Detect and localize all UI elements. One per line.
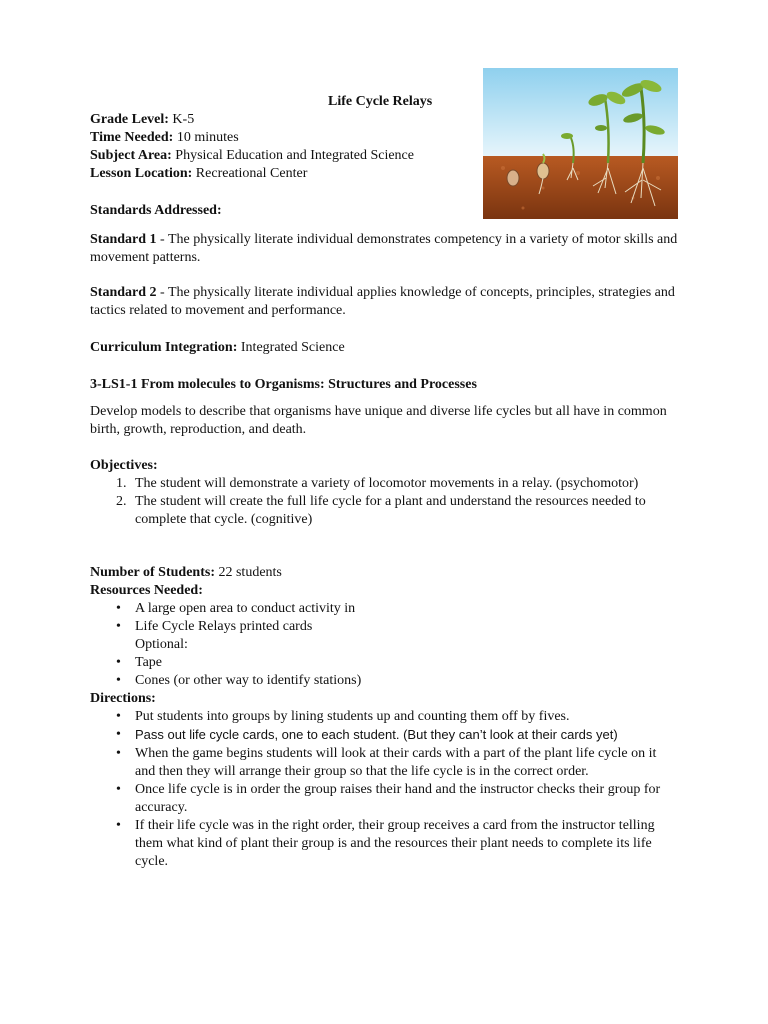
list-item [90, 475, 680, 493]
objectives-heading: Objectives: [90, 458, 158, 473]
plant-growth-illustration [483, 68, 678, 219]
standard-text: - The physically literate individual applies knowledge of concepts, principles, strategies and tactics related to movement and performance. [90, 285, 675, 318]
list-item [90, 672, 680, 690]
ls-description: Develop models to describe that organisms have unique and diverse life cycles but all have in common birth, growth, reproduction, and death. [90, 404, 667, 437]
bullet-icon: • [116, 601, 121, 616]
list-text: Once life cycle is in order the group raises their hand and the instructor checks their group for accuracy. [135, 782, 661, 815]
curriculum-text: Integrated Science [237, 340, 345, 355]
curriculum-integration [90, 339, 680, 357]
standard-1 [90, 231, 680, 267]
meta-label: Lesson Location: [90, 166, 193, 181]
list-text: The student will create the full life cycle for a plant and understand the resources needed to complete that cycle. (cognitive) [135, 494, 646, 527]
bullet-icon: • [116, 746, 121, 761]
optional-resources-list [90, 654, 680, 690]
meta-value: Physical Education and Integrated Science [171, 148, 414, 163]
meta-time-needed [90, 129, 414, 147]
bullet-icon: • [116, 673, 121, 688]
list-text: When the game begins students will look at their cards with a part of the plant life cycle on it and then they will arrange their group so that the life cycle is in the correct order. [135, 746, 657, 779]
meta-lesson-location [90, 165, 414, 183]
meta-value: Recreational Center [192, 166, 308, 181]
list-number: 2. [116, 494, 127, 509]
meta-value: K-5 [168, 112, 195, 127]
curriculum-label: Curriculum Integration: [90, 340, 238, 355]
meta-label: Time Needed: [90, 130, 174, 145]
students-text: 22 students [214, 565, 282, 580]
objectives-section [90, 457, 680, 529]
directions-list [90, 708, 680, 871]
list-text: Put students into groups by lining students up and counting them off by fives. [135, 709, 570, 724]
students-label: Number of Students: [90, 565, 215, 580]
list-text: Life Cycle Relays printed cards [135, 619, 313, 634]
bullet-icon: • [116, 818, 121, 833]
objectives-list [90, 475, 680, 529]
list-text: Pass out life cycle cards, one to each student. (But they can’t look at their cards yet) [135, 727, 618, 742]
resources-heading: Resources Needed: [90, 583, 203, 598]
list-text: Tape [135, 655, 163, 670]
list-item [90, 781, 680, 817]
standard-text: - The physically literate individual demonstrates competency in a variety of motor skills and movement patterns. [90, 232, 678, 265]
bullet-icon: • [116, 655, 121, 670]
document-title: Life Cycle Relays [328, 94, 433, 109]
list-text: Cones (or other way to identify stations) [135, 673, 362, 688]
resources-list [90, 600, 680, 636]
directions-heading: Directions: [90, 691, 156, 706]
bullet-icon: • [116, 709, 121, 724]
list-text: The student will demonstrate a variety of locomotor movements in a relay. (psychomotor) [135, 476, 639, 491]
meta-label: Grade Level: [90, 112, 169, 127]
ls-heading [90, 376, 680, 394]
list-item [90, 708, 680, 726]
list-item [90, 745, 680, 781]
optional-label: Optional: [135, 637, 188, 652]
meta-grade-level [90, 111, 414, 129]
list-number: 1. [116, 476, 127, 491]
meta-subject-area [90, 147, 414, 165]
list-item [90, 726, 680, 745]
list-item [90, 493, 680, 529]
list-text: If their life cycle was in the right order, their group receives a card from the instructor telling them what kind of plant their group is and the resources their plant needs to complete its life cycle. [135, 818, 655, 869]
standard-label: Standard 1 [90, 232, 157, 247]
standard-label: Standard 2 [90, 285, 157, 300]
list-item [90, 817, 680, 871]
list-item [90, 600, 680, 618]
resources-section [90, 564, 680, 871]
bullet-icon: • [116, 619, 121, 634]
number-of-students [90, 564, 680, 582]
meta-label: Subject Area: [90, 148, 172, 163]
list-item [90, 654, 680, 672]
standards-heading [90, 202, 680, 220]
list-item [90, 618, 680, 636]
heading-text: 3-LS1-1 From molecules to Organisms: Structures and Processes [90, 377, 477, 392]
bullet-icon: • [116, 782, 121, 797]
meta-value: 10 minutes [173, 130, 239, 145]
seed-germination-image [483, 68, 678, 219]
list-text: A large open area to conduct activity in [135, 601, 356, 616]
lesson-meta [90, 111, 414, 183]
heading-text: Standards Addressed: [90, 203, 222, 218]
bullet-icon: • [116, 727, 121, 742]
standard-2 [90, 284, 680, 320]
